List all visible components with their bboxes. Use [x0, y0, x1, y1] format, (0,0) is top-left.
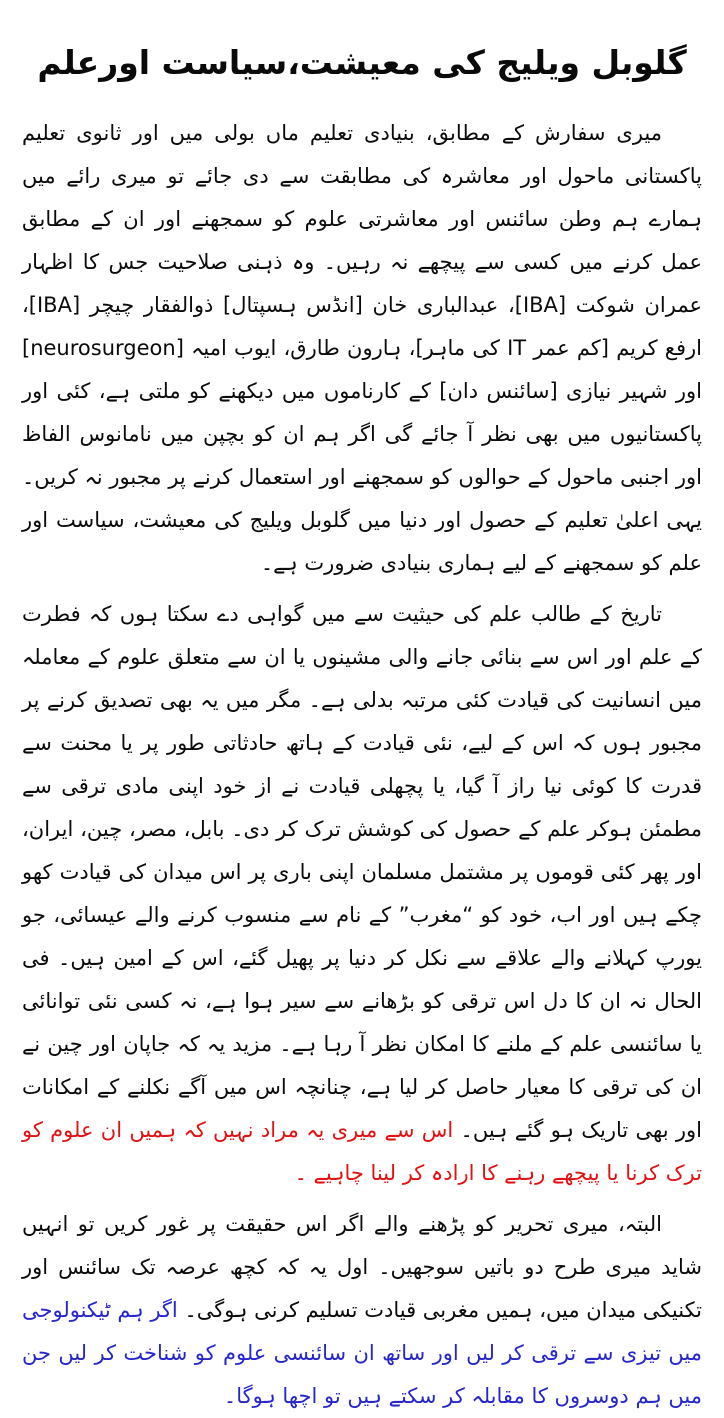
paragraph-3-blue-emphasis: اگر ہم ٹیکنولوجی میں تیزی سے ترقی کر لیں اور ساتھ ان سائنسی علوم کو شناخت کر لیں جن میں ہم دوسروں کا مقابلہ کر سکتے ہیں تو اچھا ہوگا۔	[22, 1298, 702, 1409]
paragraph-2-red-emphasis: اس سے میری یہ مراد نہیں کہ ہمیں ان علوم کو ترک کرنا یا پیچھے رہنے کا ارادہ کر لینا چاہیے ۔	[22, 1118, 702, 1186]
paragraph-2-text: تاریخ کے طالب علم کی حیثیت سے میں گواہی دے سکتا ہوں کہ فطرت کے علم اور اس سے بنائی جانے والی مشینوں یا ان سے متعلق علوم کے معاملہ میں انسانیت کی قیادت کئی مرتبہ بدلی ہے۔ مگر میں یہ بھی تصدیق کرنے پر مجبور ہوں کہ اس کے لیے، نئی قیادت کے ہاتھ حادثاتی طور پر یا محنت سے قدرت کا کوئی نیا راز آ گیا، یا پچھلی قیادت نے از خود اپنی مادی ترقی سے مطمئن ہوکر علم کے حصول کی کوشش ترک کر دی۔ بابل، مصر، چین، ایران، اور پھر کئی قوموں پر مشتمل مسلمان اپنی باری پر اس میدان کی قیادت کھو چکے ہیں اور اب، خود کو “مغرب” کے نام سے منسوب کرنے والے عیسائی، جو یورپ کہلانے والے علاقے سے نکل کر دنیا پر پھیل گئے، اس کے امین ہیں۔ فی الحال نہ ان کا دل اس ترقی کو بڑھانے سے سیر ہوا ہے، نہ کسی نئی توانائی یا سائنسی علم کے ملنے کا امکان نظر آ رہا ہے۔ مزید یہ کہ جاپان اور چین نے ان کی ترقی کا معیار حاصل کر لیا ہے، چنانچہ اس میں آگے نکلنے کے امکانات اور بھی تاریک ہو گئے ہیں۔	[22, 602, 702, 1143]
document-title: گلوبل ویلیج کی معیشت،سیاست اورعلم	[37, 43, 687, 82]
paragraph-2	[22, 593, 702, 1195]
paragraph-1	[22, 112, 702, 585]
paragraph-1-text: میری سفارش کے مطابق، بنیادی تعلیم ماں بولی میں اور ثانوی تعلیم پاکستانی ماحول اور معاشرہ کی مطابقت سے دی جائے تو میری رائے میں ہمارے ہم وطن سائنس اور معاشرتی علوم کو سمجھنے اور ان کے مطابق عمل کرنے میں کسی سے پیچھے نہ رہیں۔ وہ ذہنی صلاحیت جس کا اظہار عمران شوکت [IBA]، عبدالباری خان [انڈس ہسپتال] ذوالفقار چیچر [IBA]، ارفع کریم [کم عمر IT کی ماہر]، ہارون طارق، ایوب امیہ [neurosurgeon] اور شہیر نیازی [سائنس دان] کے کارناموں میں دیکھنے کو ملتی ہے، کئی اور پاکستانیوں میں بھی نظر آ جائے گی اگر ہم ان کو بچپن میں نامانوس الفاظ اور اجنبی ماحول کے حوالوں کو سمجھنے اور استعمال کرنے پر مجبور نہ کریں۔ یہی اعلیٰ تعلیم کے حصول اور دنیا میں گلوبل ویلیج کی معیشت، سیاست اور علم کو سمجھنے کے لیے ہماری بنیادی ضرورت ہے۔	[22, 121, 702, 576]
document-body	[22, 112, 702, 1418]
paragraph-3	[22, 1203, 702, 1418]
paragraph-3-text: البتہ، میری تحریر کو پڑھنے والے اگر اس حقیقت پر غور کریں تو انہیں شاید میری طرح دو باتیں سوجھیں۔ اول یہ کہ کچھ عرصہ تک سائنس اور تکنیکی میدان میں، ہمیں مغربی قیادت تسلیم کرنی ہوگی۔	[22, 1212, 703, 1323]
